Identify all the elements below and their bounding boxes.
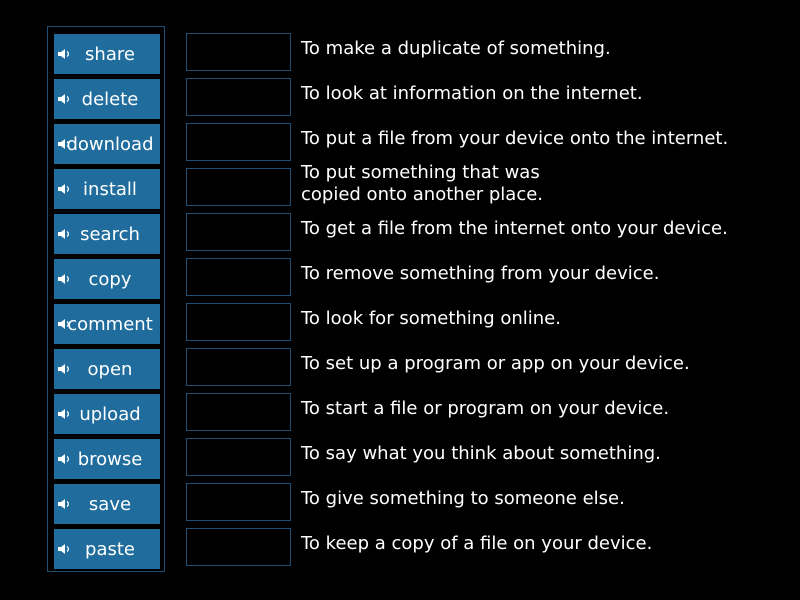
word-bank: [47, 26, 165, 572]
speaker-icon[interactable]: [57, 452, 71, 466]
definition-12: To keep a copy of a file on your device.: [301, 533, 653, 554]
speaker-icon[interactable]: [57, 137, 71, 151]
word-tile-save[interactable]: [54, 484, 160, 524]
drop-slot-3[interactable]: [186, 123, 291, 161]
word-label: open: [87, 358, 133, 380]
speaker-icon[interactable]: [57, 227, 71, 241]
speaker-icon[interactable]: [57, 272, 71, 286]
word-tile-open[interactable]: [54, 349, 160, 389]
word-tile-browse[interactable]: [54, 439, 160, 479]
word-label: paste: [85, 538, 135, 560]
word-label: search: [80, 223, 140, 245]
definition-7: To look for something online.: [301, 308, 561, 329]
speaker-icon[interactable]: [57, 317, 71, 331]
speaker-icon[interactable]: [57, 362, 71, 376]
word-tile-share[interactable]: [54, 34, 160, 74]
word-label: delete: [81, 88, 139, 110]
definition-4: To put something that was copied onto another place.: [301, 162, 544, 205]
drop-slot-8[interactable]: [186, 348, 291, 386]
word-label: install: [83, 178, 137, 200]
drop-slot-9[interactable]: [186, 393, 291, 431]
word-label: save: [88, 493, 132, 515]
drop-slot-10[interactable]: [186, 438, 291, 476]
speaker-icon[interactable]: [57, 407, 71, 421]
definition-10: To say what you think about something.: [301, 443, 661, 464]
word-tile-comment[interactable]: [54, 304, 160, 344]
speaker-icon[interactable]: [57, 92, 71, 106]
definition-9: To start a file or program on your device.: [301, 398, 670, 419]
word-tile-install[interactable]: [54, 169, 160, 209]
word-label: upload: [79, 403, 141, 425]
word-label: comment: [67, 313, 153, 335]
definition-3: To put a file from your device onto the internet.: [301, 128, 729, 149]
speaker-icon[interactable]: [57, 542, 71, 556]
word-tile-search[interactable]: [54, 214, 160, 254]
speaker-icon[interactable]: [57, 47, 71, 61]
definition-8: To set up a program or app on your device.: [301, 353, 690, 374]
drop-slot-1[interactable]: [186, 33, 291, 71]
word-tile-delete[interactable]: [54, 79, 160, 119]
speaker-icon[interactable]: [57, 182, 71, 196]
definition-5: To get a file from the internet onto your device.: [301, 218, 728, 239]
drop-slot-7[interactable]: [186, 303, 291, 341]
speaker-icon[interactable]: [57, 497, 71, 511]
drop-slot-11[interactable]: [186, 483, 291, 521]
drop-slot-5[interactable]: [186, 213, 291, 251]
drop-slot-6[interactable]: [186, 258, 291, 296]
word-tile-copy[interactable]: [54, 259, 160, 299]
drop-slot-4[interactable]: [186, 168, 291, 206]
word-label: share: [85, 43, 135, 65]
word-tile-paste[interactable]: [54, 529, 160, 569]
word-tile-download[interactable]: [54, 124, 160, 164]
drop-slot-12[interactable]: [186, 528, 291, 566]
word-label: download: [66, 133, 154, 155]
definition-6: To remove something from your device.: [301, 263, 660, 284]
definition-1: To make a duplicate of something.: [301, 38, 611, 59]
definition-11: To give something to someone else.: [301, 488, 625, 509]
drop-slot-2[interactable]: [186, 78, 291, 116]
word-label: copy: [88, 268, 132, 290]
definition-2: To look at information on the internet.: [301, 83, 643, 104]
word-tile-upload[interactable]: [54, 394, 160, 434]
word-label: browse: [77, 448, 143, 470]
